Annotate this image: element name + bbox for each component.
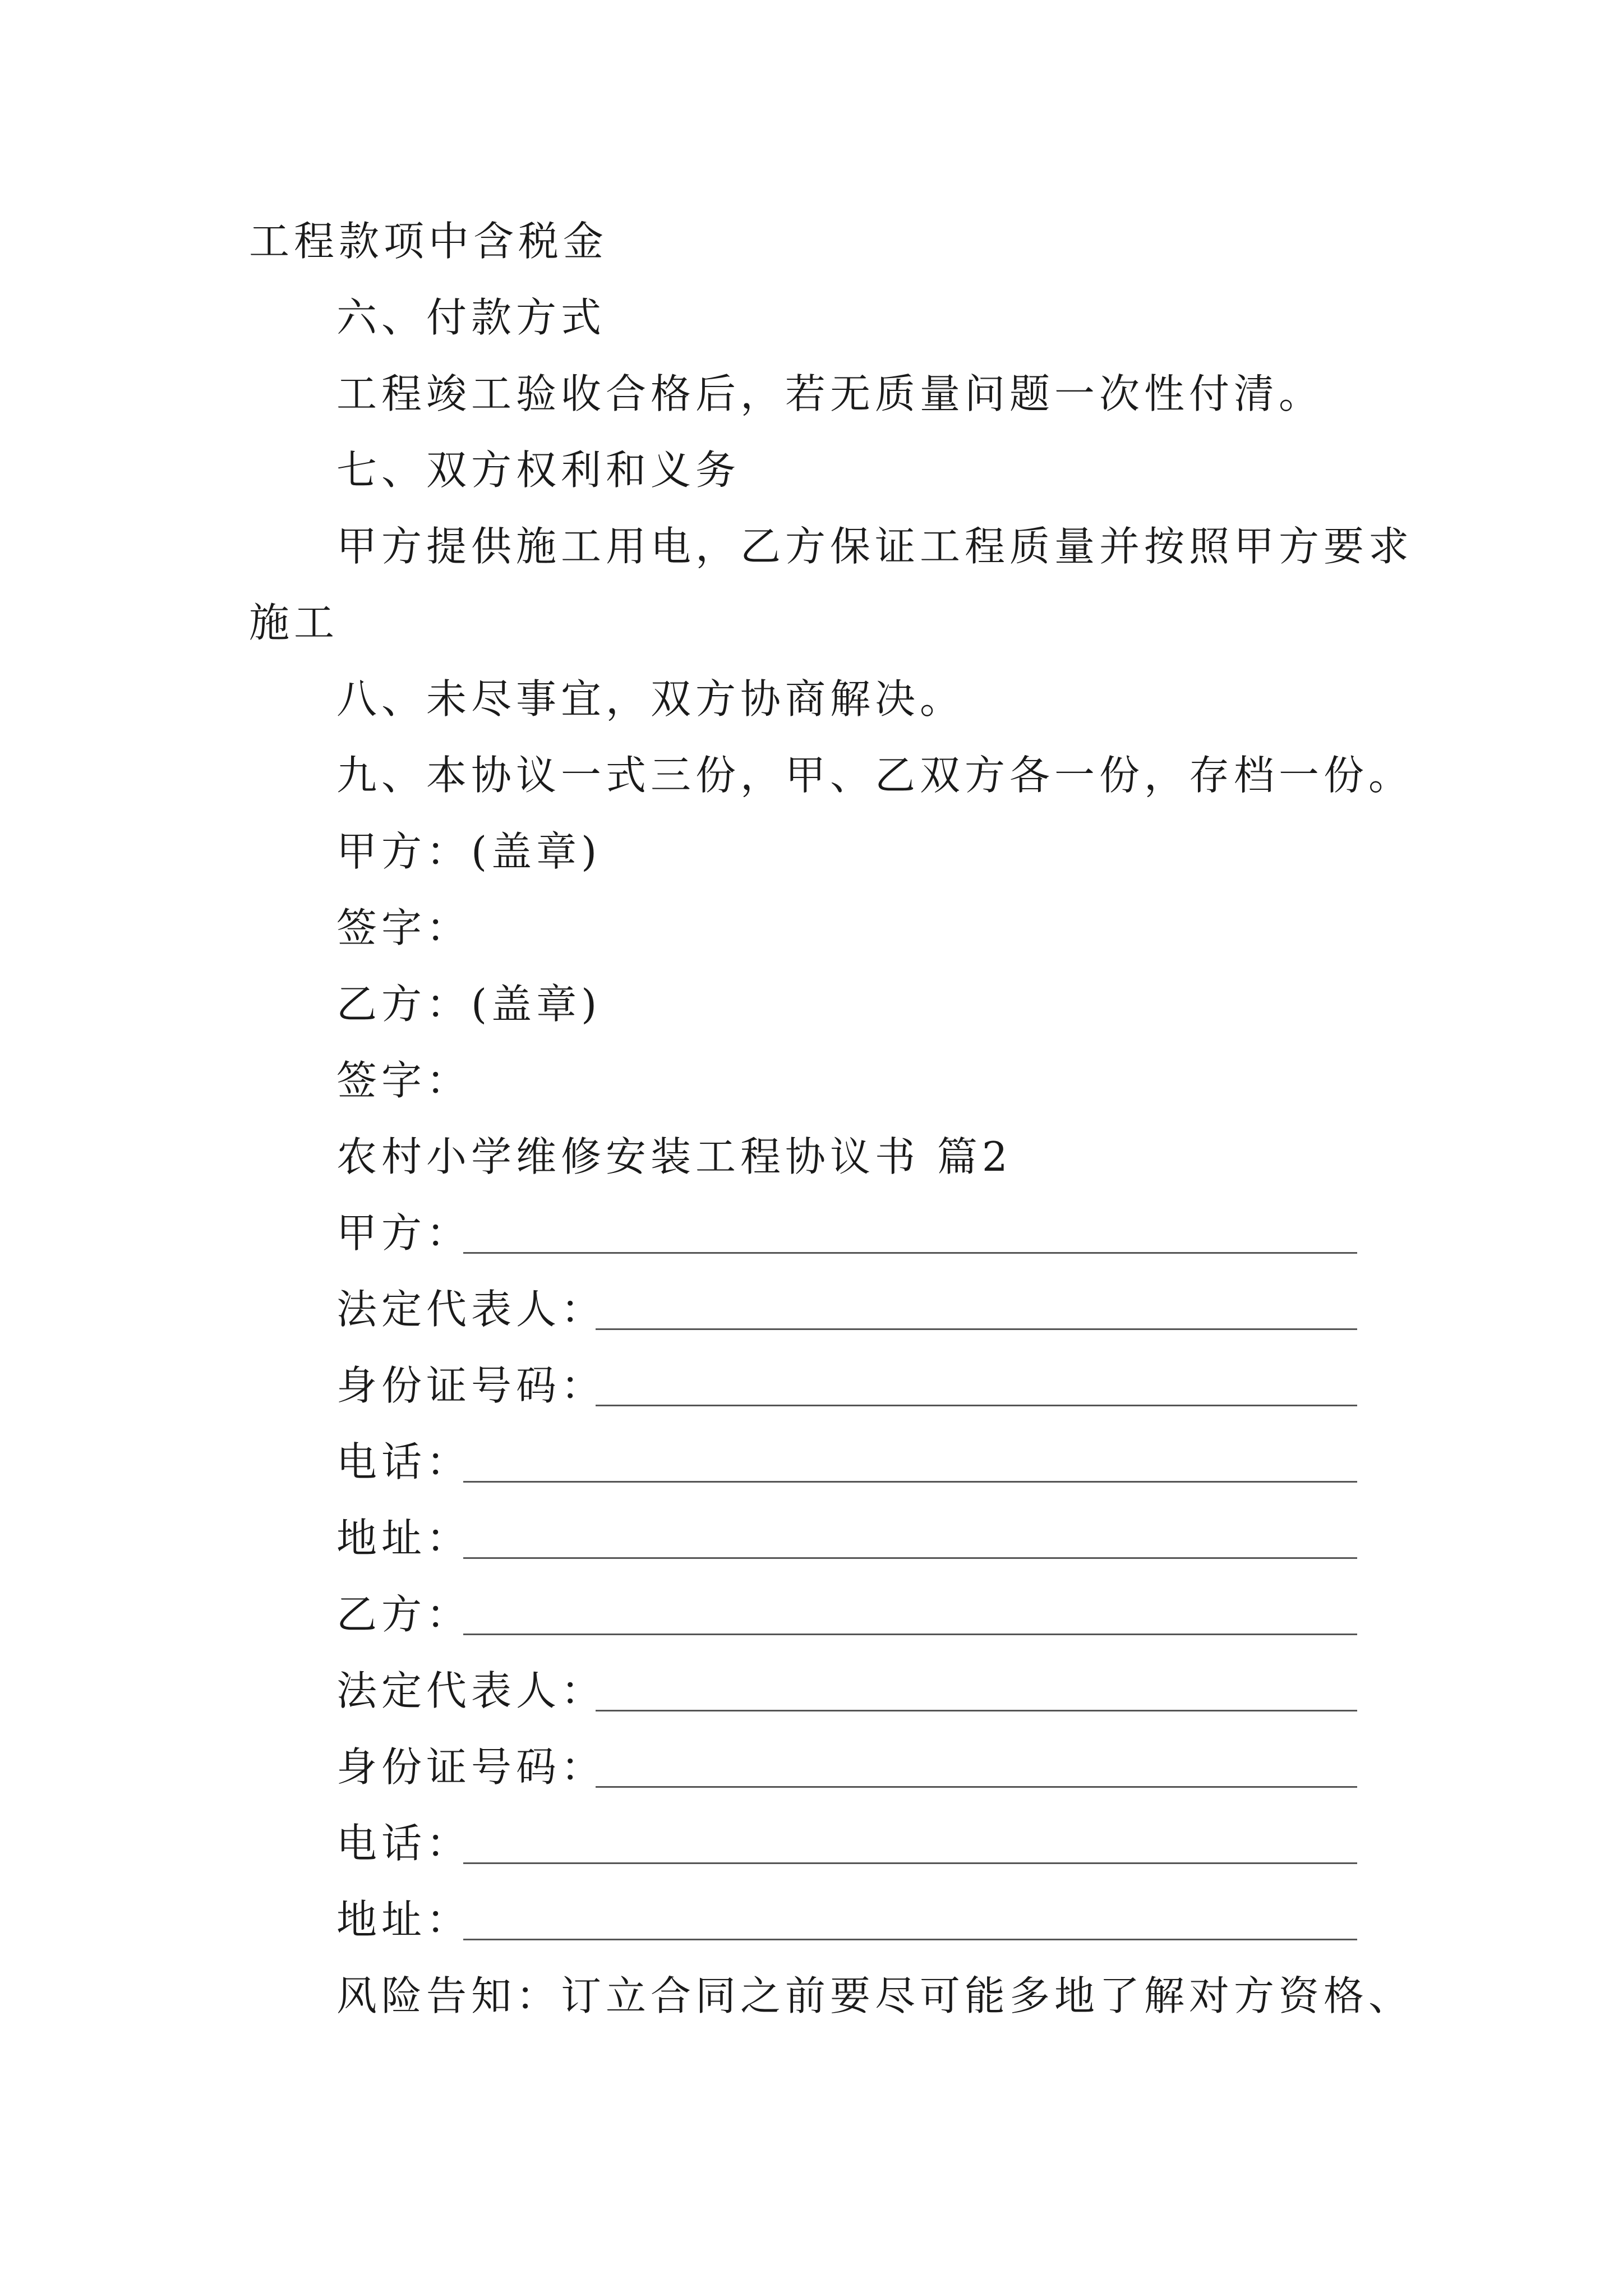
section-heading-payment: 六、付款方式 xyxy=(336,294,606,341)
field-label-address-a: 地址： xyxy=(336,1515,472,1562)
field-input-party-a[interactable] xyxy=(463,1252,1357,1254)
field-label-id-number-a: 身份证号码： xyxy=(336,1362,606,1409)
field-input-id-number-a[interactable] xyxy=(596,1405,1357,1406)
party-a-seal-label: 甲方：(盖章) xyxy=(336,828,602,875)
field-input-party-b[interactable] xyxy=(463,1634,1357,1635)
field-input-legal-rep-b[interactable] xyxy=(596,1710,1357,1711)
field-input-address-b[interactable] xyxy=(463,1939,1357,1940)
field-label-phone-a: 电话： xyxy=(336,1438,472,1485)
paragraph-payment-terms: 工程竣工验收合格后，若无质量问题一次性付清。 xyxy=(336,370,1324,417)
field-label-id-number-b: 身份证号码： xyxy=(336,1743,606,1791)
section-title-agreement-2: 农村小学维修安装工程协议书 篇2 xyxy=(336,1133,1012,1180)
field-label-legal-rep-a: 法定代表人： xyxy=(336,1286,606,1333)
clause-copies: 九、本协议一式三份，甲、乙双方各一份，存档一份。 xyxy=(336,752,1414,799)
party-a-signature-label: 签字： xyxy=(336,904,472,951)
clause-unsettled-matters: 八、未尽事宜，双方协商解决。 xyxy=(336,675,965,723)
risk-notice: 风险告知：订立合同之前要尽可能多地了解对方资格、 xyxy=(336,1972,1414,2019)
field-input-legal-rep-a[interactable] xyxy=(596,1328,1357,1330)
field-input-id-number-b[interactable] xyxy=(596,1786,1357,1788)
field-label-address-b: 地址： xyxy=(336,1896,472,1943)
paragraph-rights-line-1: 甲方提供施工用电，乙方保证工程质量并按照甲方要求 xyxy=(336,523,1414,570)
party-b-seal-label: 乙方：(盖章) xyxy=(336,981,602,1028)
field-label-party-a: 甲方： xyxy=(336,1209,472,1257)
section-heading-rights: 七、双方权利和义务 xyxy=(336,447,741,494)
field-label-party-b: 乙方： xyxy=(336,1591,472,1638)
paragraph-tax-note: 工程款项中含税金 xyxy=(249,218,608,265)
field-label-legal-rep-b: 法定代表人： xyxy=(336,1667,606,1714)
field-input-phone-a[interactable] xyxy=(463,1481,1357,1483)
field-input-phone-b[interactable] xyxy=(463,1862,1357,1864)
field-input-address-a[interactable] xyxy=(463,1557,1357,1559)
party-b-signature-label: 签字： xyxy=(336,1057,472,1104)
paragraph-rights-line-2: 施工 xyxy=(249,599,339,646)
field-label-phone-b: 电话： xyxy=(336,1820,472,1867)
